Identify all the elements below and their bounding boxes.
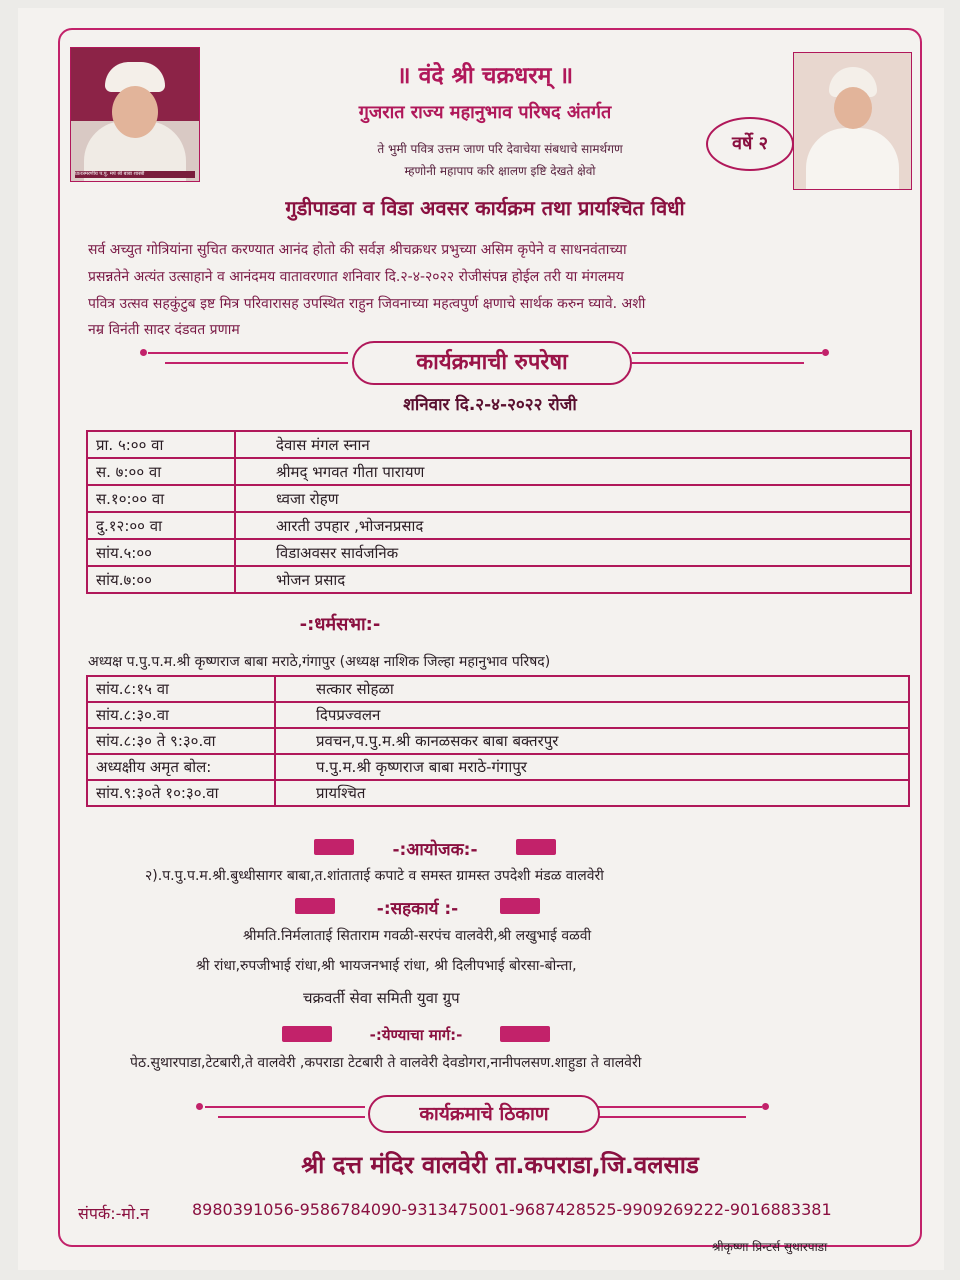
- route-heading: -:येण्याचा मार्ग:-: [369, 1026, 463, 1044]
- time-cell: सांय.८:३०.वा: [87, 702, 275, 728]
- decor-line-left-2: [218, 1116, 365, 1118]
- program-schedule-table: [86, 430, 912, 594]
- intro-line-4: नम्र विनंती सादर दंडवत प्रणाम: [88, 322, 240, 338]
- organization-name: गुजरात राज्य महानुभाव परिषद अंतर्गत: [358, 102, 612, 123]
- time-cell: प्रा. ५:०० वा: [87, 431, 235, 458]
- intro-line-2: प्रसन्नतेने अत्यंत उत्साहाने व आनंदमय वातावरणात शनिवार दि.२-४-२०२२ रोजीसंपन्न होईल तरी या मंगलमय: [88, 269, 624, 285]
- decor-block: [282, 1026, 332, 1042]
- table-row: [87, 485, 911, 512]
- table-row: [87, 676, 909, 702]
- decor-line-right-2: [632, 362, 804, 364]
- decor-block: [295, 898, 335, 914]
- contact-numbers: 8980391056-9586784090-9313475001-9687428525-9909269222-9016883381: [192, 1200, 832, 1219]
- table-row: [87, 780, 909, 806]
- event-cell: श्रीमद् भगवत गीता पारायण: [235, 458, 911, 485]
- verse-line-1: ते भुमी पवित्र उत्तम जाण परि देवाचेया संबधाचे सामर्थगण: [377, 142, 623, 156]
- time-cell: सांय.७:००: [87, 566, 235, 593]
- table-row: [87, 728, 909, 754]
- event-cell: प.पु.म.श्री कृष्णराज बाबा मराठे-गंगापुर: [275, 754, 909, 780]
- event-cell: देवास मंगल स्नान: [235, 431, 911, 458]
- event-cell: भोजन प्रसाद: [235, 566, 911, 593]
- table-row: [87, 566, 911, 593]
- dharmasabha-schedule-table: [86, 675, 910, 807]
- event-cell: ध्वजा रोहण: [235, 485, 911, 512]
- time-cell: सांय.८:१५ वा: [87, 676, 275, 702]
- time-cell: अध्यक्षीय अमृत बोल:: [87, 754, 275, 780]
- decor-block: [500, 898, 540, 914]
- invocation: ॥ वंदे श्री चक्रधरम् ॥: [396, 63, 574, 89]
- intro-line-3: पवित्र उत्सव सहकुंटुब इष्ट मित्र परिवारासह उपस्थित राहुन जिवनाच्या महत्वपुर्ण क्षणाचे सार्थक करुन घ्यावे. अशी: [88, 296, 646, 312]
- event-cell: आरती उपहार ,भोजनप्रसाद: [235, 512, 911, 539]
- table-row: [87, 512, 911, 539]
- intro-line-1: सर्व अच्युत गोत्रियांना सुचित करण्यात आनंद होतो की सर्वज्ञ श्रीचक्रधर प्रभुच्या असिम कृपेने व साधनवंताच्या: [88, 242, 627, 258]
- cooperation-line-2: श्री रांधा,रुपजीभाई रांधा,श्री भायजनभाई रांधा, श्री दिलीपभाई बोरसा-बोन्ता,: [196, 958, 577, 974]
- contact-label: संपर्क:-मो.न: [78, 1204, 150, 1223]
- decor-block: [500, 1026, 550, 1042]
- dharmasabha-heading: -:धर्मसभा:-: [299, 614, 381, 635]
- event-cell: प्रायश्चित: [275, 780, 909, 806]
- event-cell: दिपप्रज्वलन: [275, 702, 909, 728]
- time-cell: स. ७:०० वा: [87, 458, 235, 485]
- verse-line-2: म्हणोनी महापाप करि क्षालण इष्टि देखते क्षेवो: [404, 164, 596, 178]
- decor-block: [516, 839, 556, 855]
- time-cell: सांय.८:३० ते ९:३०.वा: [87, 728, 275, 754]
- dharmasabha-chair: अध्यक्ष प.पु.प.म.श्री कृष्णराज बाबा मराठे,गंगापुर (अध्यक्ष नाशिक जिल्हा महानुभाव परिषद): [88, 654, 551, 670]
- decor-block: [314, 839, 354, 855]
- decor-line-right: [632, 352, 822, 354]
- event-cell: सत्कार सोहळा: [275, 676, 909, 702]
- left-portrait-photo: [70, 47, 200, 182]
- event-cell: विडाअवसर सार्वजनिक: [235, 539, 911, 566]
- time-cell: सांय.९:३०ते १०:३०.वा: [87, 780, 275, 806]
- table-row: [87, 539, 911, 566]
- left-photo-caption: प्रातःस्मरणीय प.पु. मपं श्री बाबा शास्त्री: [75, 171, 195, 178]
- decor-dot: [762, 1103, 769, 1110]
- time-cell: दु.१२:०० वा: [87, 512, 235, 539]
- year-badge: वर्षे २: [706, 117, 794, 171]
- decor-line-right-2: [596, 1116, 746, 1118]
- table-row: [87, 431, 911, 458]
- decor-dot: [140, 349, 147, 356]
- event-title: गुडीपाडवा व विडा अवसर कार्यक्रम तथा प्रायश्चित विधी: [285, 196, 685, 220]
- decor-dot: [196, 1103, 203, 1110]
- right-portrait-photo: [793, 52, 912, 190]
- organizers-heading: -:आयोजक:-: [392, 840, 478, 860]
- cooperation-heading: -:सहकार्य :-: [376, 899, 459, 919]
- time-cell: स.१०:०० वा: [87, 485, 235, 512]
- venue-address: श्री दत्त मंदिर वालवेरी ता.कपराडा,जि.वलसाड: [301, 1151, 699, 1179]
- event-cell: प्रवचन,प.पु.म.श्री कानळसकर बाबा बक्तरपुर: [275, 728, 909, 754]
- table-row: [87, 702, 909, 728]
- printer-credit: श्रीकृष्णा प्रिन्टर्स सुथारपाडा: [712, 1240, 828, 1254]
- decor-line-left-2: [165, 362, 348, 364]
- decor-line-left: [205, 1106, 365, 1108]
- organizers-text: २).प.पु.प.म.श्री.बुध्धीसागर बाबा,त.शांताताई कपाटे व समस्त ग्रामस्त उपदेशी मंडळ वालवेरी: [145, 868, 604, 884]
- route-text: पेठ.सुथारपाडा,टेटबारी,ते वालवेरी ,कपराडा टेटबारी ते वालवेरी देवडोगरा,नानीपलसण.शाहुडा ते वालवेरी: [130, 1055, 642, 1071]
- decor-line-right: [596, 1106, 762, 1108]
- program-date: शनिवार दि.२-४-२०२२ रोजी: [403, 395, 577, 415]
- program-heading: कार्यक्रमाची रुपरेषा: [352, 341, 632, 385]
- cooperation-line-3: चक्रवर्ती सेवा समिती युवा ग्रुप: [303, 989, 460, 1007]
- venue-heading: कार्यक्रमाचे ठिकाण: [368, 1095, 600, 1133]
- decor-dot: [822, 349, 829, 356]
- decor-line-left: [148, 352, 348, 354]
- cooperation-line-1: श्रीमति.निर्मलाताई सिताराम गवळी-सरपंच वालवेरी,श्री लखुभाई वळवी: [243, 928, 592, 944]
- table-row: [87, 754, 909, 780]
- time-cell: सांय.५:००: [87, 539, 235, 566]
- table-row: [87, 458, 911, 485]
